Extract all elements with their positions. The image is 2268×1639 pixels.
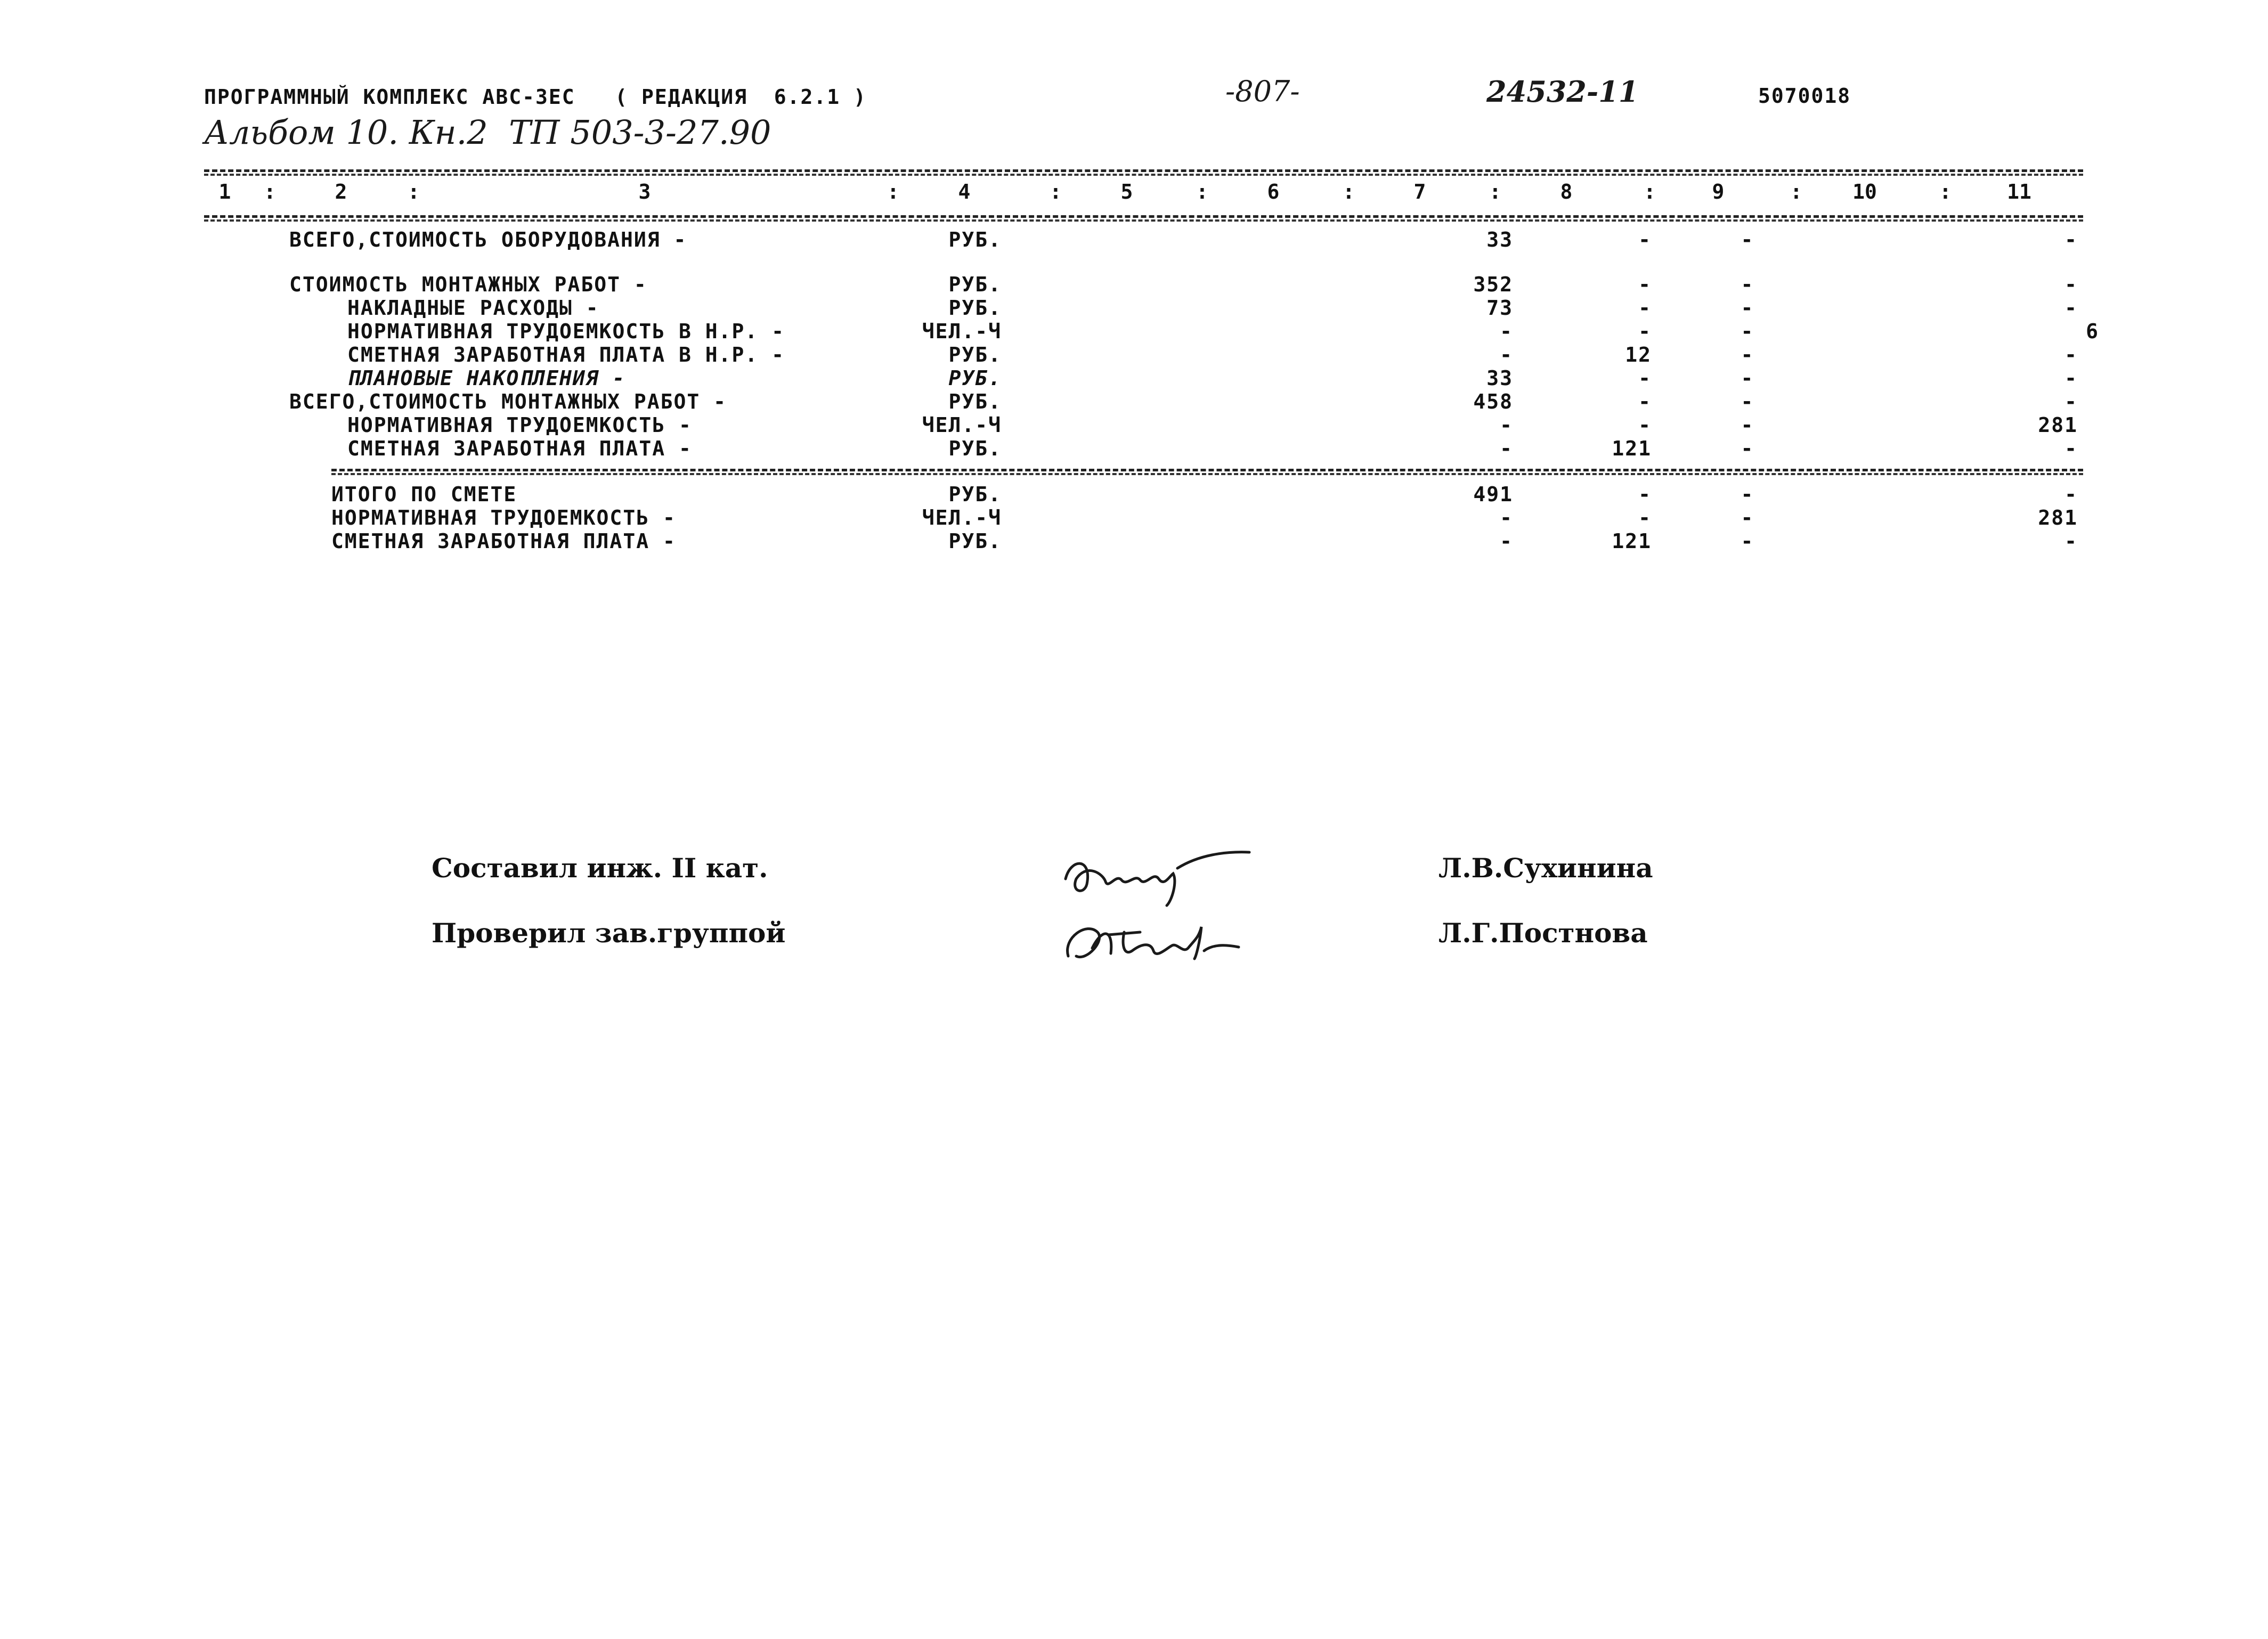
table-row [0, 390, 2268, 413]
table-row [0, 483, 2268, 506]
checked-by-label: Проверил зав.группой [432, 917, 786, 949]
document-code: 24532-11 [1486, 75, 1639, 109]
row-name: СТОИМОСТЬ МОНТАЖНЫХ РАБОТ - [289, 273, 647, 296]
row-unit: РУБ. [948, 437, 1002, 460]
row-unit: РУБ. [948, 366, 1002, 390]
row-name: СМЕТНАЯ ЗАРАБОТНАЯ ПЛАТА - [331, 529, 676, 553]
table-row [0, 320, 2268, 343]
column-header: 2 [335, 180, 347, 203]
document-id: 5070018 [1758, 84, 1851, 108]
column-separator: : [408, 180, 420, 203]
table-row [0, 296, 2268, 320]
row-name: НОРМАТИВНАЯ ТРУДОЕМКОСТЬ В Н.Р. - [347, 320, 785, 343]
column-separator: : [1644, 180, 1656, 203]
column-separator: : [1050, 180, 1062, 203]
checked-by-name: Л.Г.Постнова [1438, 917, 1648, 949]
table-top-rule [204, 169, 2083, 172]
row-value-col7: - [1500, 529, 1513, 553]
row-value-col9: - [1741, 529, 1754, 553]
row-value-col9: - [1741, 506, 1754, 529]
row-value-col7: - [1500, 437, 1513, 460]
row-value-col11: - [2064, 296, 2078, 320]
row-value-col9: - [1741, 273, 1754, 296]
row-unit: РУБ. [948, 296, 1002, 320]
column-header: 7 [1413, 180, 1426, 203]
column-separator: : [1343, 180, 1355, 203]
row-name: ИТОГО ПО СМЕТЕ [331, 483, 517, 506]
column-separator: : [264, 180, 276, 203]
row-value-col7: 491 [1473, 483, 1513, 506]
row-value-col7: 33 [1486, 228, 1513, 251]
column-header: 10 [1852, 180, 1877, 203]
totals-rule [331, 469, 2083, 471]
row-value-col11: - [2064, 366, 2078, 390]
row-value-col8: - [1638, 413, 1652, 437]
row-value-col9: - [1741, 483, 1754, 506]
table-row [0, 343, 2268, 366]
row-value-col7: 458 [1473, 390, 1513, 413]
row-value-col8: - [1638, 228, 1652, 251]
row-value-col8: 121 [1612, 437, 1652, 460]
page-number: -807- [1225, 75, 1300, 108]
column-header-bottom-rule [204, 215, 2083, 218]
column-header: 5 [1120, 180, 1133, 203]
row-value-col9: - [1741, 296, 1754, 320]
row-unit: РУБ. [948, 343, 1002, 366]
column-separator: : [1790, 180, 1802, 203]
row-name: ВСЕГО,СТОИМОСТЬ МОНТАЖНЫХ РАБОТ - [289, 390, 727, 413]
row-value-col11: 281 [2038, 506, 2078, 529]
row-value-col9: - [1741, 228, 1754, 251]
row-value-col11: - [2064, 437, 2078, 460]
row-value-col9: - [1741, 390, 1754, 413]
row-value-col11: - [2064, 390, 2078, 413]
column-header: 3 [638, 180, 651, 203]
table-row [0, 273, 2268, 296]
row-value-col11: 281 [2038, 413, 2078, 437]
row-value-col8: - [1638, 273, 1652, 296]
row-value-col7: - [1500, 343, 1513, 366]
composed-by-label: Составил инж. II кат. [432, 852, 768, 884]
row-value-col7: - [1500, 320, 1513, 343]
row-value-col11: - [2064, 529, 2078, 553]
row-value-col9: - [1741, 366, 1754, 390]
column-header: 1 [218, 180, 231, 203]
totals-rule-2 [331, 473, 2083, 475]
row-value-col8: - [1638, 483, 1652, 506]
row-value-col11: - [2064, 273, 2078, 296]
row-unit: РУБ. [948, 390, 1002, 413]
checked-signature [1055, 906, 1257, 969]
column-separator: : [1196, 180, 1208, 203]
table-row [0, 366, 2268, 390]
column-separator: : [1939, 180, 1952, 203]
row-value-col11: - [2064, 483, 2078, 506]
program-header: ПРОГРАММНЫЙ КОМПЛЕКС АВС-ЗЕС ( РЕДАКЦИЯ 6.2.1 ) [204, 85, 867, 109]
table-row [0, 228, 2268, 251]
row-unit: ЧЕЛ.-Ч [922, 413, 1002, 437]
column-header: 4 [958, 180, 971, 203]
row-value-col7: - [1500, 506, 1513, 529]
column-header-bottom-rule-2 [204, 219, 2083, 222]
row-value-col9: - [1741, 437, 1754, 460]
row-name: НАКЛАДНЫЕ РАСХОДЫ - [347, 296, 599, 320]
row-value-col8: 12 [1625, 343, 1652, 366]
album-reference: Альбом 10. Кн.2 ТП 503-3-27.90 [204, 113, 771, 152]
row-value-col8: - [1638, 366, 1652, 390]
row-unit: РУБ. [948, 228, 1002, 251]
table-row [0, 437, 2268, 460]
row-value-col8: - [1638, 390, 1652, 413]
row-unit: РУБ. [948, 483, 1002, 506]
row-value-col7: 33 [1486, 366, 1513, 390]
column-header: 11 [2007, 180, 2031, 203]
composed-by-name: Л.В.Сухинина [1438, 852, 1653, 884]
row-name: НОРМАТИВНАЯ ТРУДОЕМКОСТЬ - [347, 413, 692, 437]
row-unit: ЧЕЛ.-Ч [922, 506, 1002, 529]
row-value-col8: - [1638, 506, 1652, 529]
row-name: СМЕТНАЯ ЗАРАБОТНАЯ ПЛАТА В Н.Р. - [347, 343, 785, 366]
column-header: 8 [1560, 180, 1573, 203]
table-row [0, 529, 2268, 553]
column-header: 9 [1712, 180, 1725, 203]
row-name: ПЛАНОВЫЕ НАКОПЛЕНИЯ - [347, 366, 626, 390]
table-row [0, 506, 2268, 529]
column-separator: : [1489, 180, 1501, 203]
column-separator: : [887, 180, 899, 203]
table-top-rule-2 [204, 174, 2083, 176]
row-value-col9: - [1741, 413, 1754, 437]
row-value-col7: - [1500, 413, 1513, 437]
row-name: НОРМАТИВНАЯ ТРУДОЕМКОСТЬ - [331, 506, 676, 529]
row-value-col11: 6 [2086, 320, 2099, 343]
row-name: СМЕТНАЯ ЗАРАБОТНАЯ ПЛАТА - [347, 437, 692, 460]
table-row [0, 413, 2268, 437]
row-value-col8: 121 [1612, 529, 1652, 553]
row-unit: РУБ. [948, 529, 1002, 553]
row-name: ВСЕГО,СТОИМОСТЬ ОБОРУДОВАНИЯ - [289, 228, 687, 251]
row-value-col8: - [1638, 320, 1652, 343]
row-value-col8: - [1638, 296, 1652, 320]
row-unit: РУБ. [948, 273, 1002, 296]
row-value-col11: - [2064, 228, 2078, 251]
column-header: 6 [1267, 180, 1280, 203]
row-value-col7: 73 [1486, 296, 1513, 320]
row-value-col9: - [1741, 320, 1754, 343]
composed-signature [1055, 842, 1257, 911]
row-value-col11: - [2064, 343, 2078, 366]
row-unit: ЧЕЛ.-Ч [922, 320, 1002, 343]
row-value-col9: - [1741, 343, 1754, 366]
row-value-col7: 352 [1473, 273, 1513, 296]
